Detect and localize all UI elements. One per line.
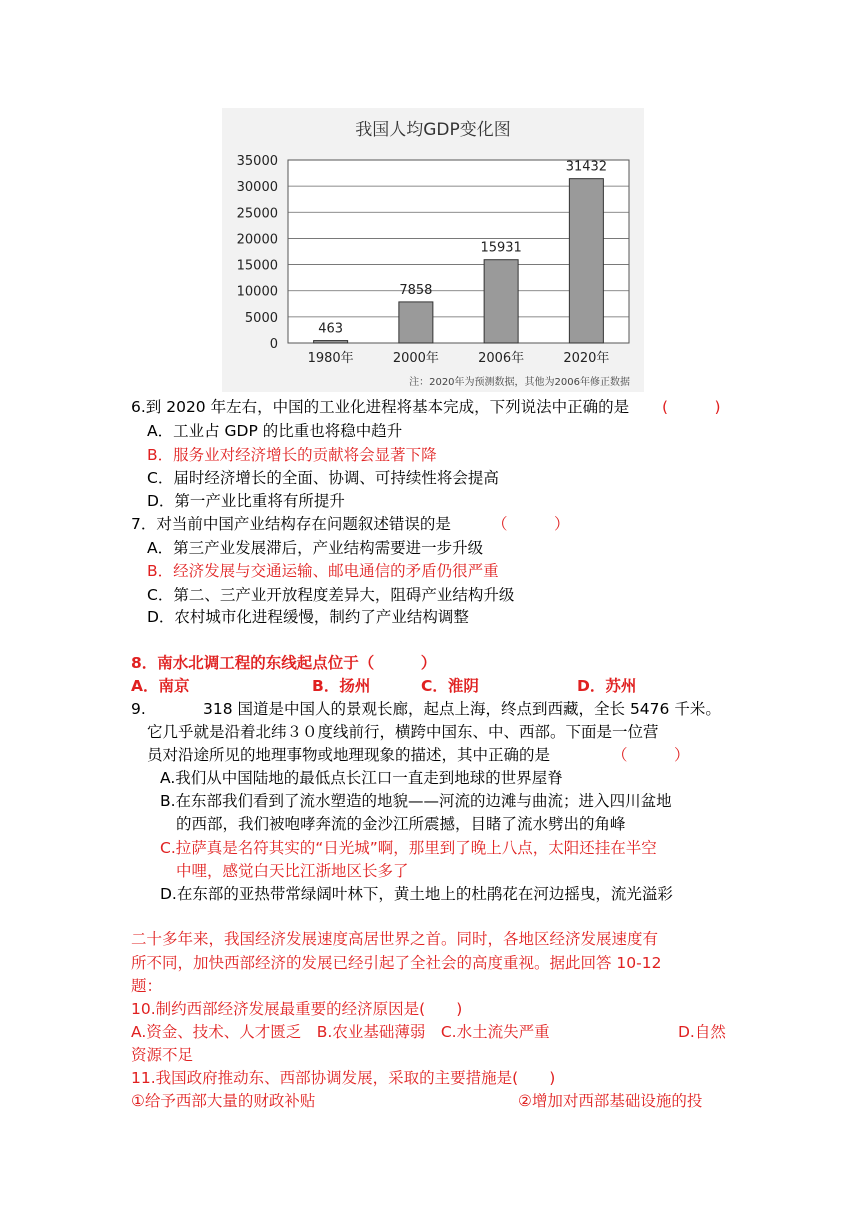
chart-title: 我国人均GDP变化图	[355, 120, 511, 140]
y-tick-label: 0	[269, 337, 278, 352]
q6-option-b-text: B．服务业对经济增长的贡献将会显著下降	[147, 446, 437, 464]
bar	[314, 341, 348, 343]
y-tick-label: 20000	[236, 232, 278, 248]
q7-option-c-text: C．第二、三产业开放程度差异大，阻碍产业结构升级	[147, 586, 515, 604]
q9-number: 9.	[131, 700, 146, 718]
q11-option-2: ②增加对西部基础设施的投	[518, 1092, 703, 1110]
data-label: 463	[318, 321, 344, 337]
q11-stem: 11.我国政府推动东、西部协调发展，采取的主要措施是( )	[131, 1069, 556, 1087]
x-tick-label: 1980年	[307, 351, 354, 366]
bar	[399, 302, 433, 343]
y-tick-label: 5000	[244, 310, 278, 326]
gdp-bar-chart-svg	[222, 108, 644, 392]
q6-option-d-text: D．第一产业比重将有所提升	[147, 492, 345, 510]
q9-option-b-text-2: 的西部，我们被咆哮奔流的金沙江所震撼，目睹了流水劈出的角峰	[176, 815, 626, 833]
q8-option-c: C．淮阴	[421, 677, 479, 695]
bar	[484, 260, 518, 343]
x-tick-label: 2006年	[478, 351, 525, 366]
q7-stem: 7．对当前中国产业结构存在问题叙述错误的是	[131, 515, 451, 533]
q6-option-a-text: A．工业占 GDP 的比重也将稳中趋升	[147, 422, 403, 440]
q11-option-1: ①给予西部大量的财政补贴	[131, 1092, 316, 1110]
x-tick-label: 2020年	[563, 351, 610, 366]
data-label: 7858	[399, 282, 433, 298]
intro-text-1: 二十多年来，我国经济发展速度高居世界之首。同时，各地区经济发展速度有	[131, 930, 659, 948]
q6-stem: 6.到 2020 年左右，中国的工业化进程将基本完成，下列说法中正确的是	[131, 398, 630, 416]
q9-answer-paren: （ ）	[612, 746, 690, 764]
y-tick-label: 10000	[236, 284, 278, 300]
q6-answer-paren: ( )	[662, 398, 721, 416]
intro-text-3: 题：	[131, 977, 163, 995]
q9-line2-text: 它几乎就是沿着北纬３０度线前行，横跨中国东、中、西部。下面是一位营	[147, 723, 659, 741]
q9-option-b-text-1: B.在东部我们看到了流水塑造的地貌——河流的边滩与曲流；进入四川盆地	[160, 792, 672, 810]
q7-answer-paren: （ ）	[492, 515, 570, 533]
y-tick-label: 35000	[236, 154, 278, 169]
q8-stem: 8．南水北调工程的东线起点位于（ ）	[131, 654, 437, 672]
q9-option-c-text-2: 中哩，感觉白天比江浙地区长多了	[176, 862, 409, 880]
data-label: 31432	[565, 159, 608, 175]
q8-option-b: B．扬州	[312, 677, 371, 695]
q9-option-d-text: D.在东部的亚热带常绿阔叶林下，黄土地上的杜鹃花在河边摇曳，流光溢彩	[160, 885, 673, 903]
q6-option-c-text: C．届时经济增长的全面、协调、可持续性将会提高	[147, 469, 499, 487]
q10-options-text: A.资金、技术、人才匮乏 B.农业基础薄弱 C.水土流失严重	[131, 1023, 550, 1041]
gdp-chart	[222, 108, 644, 392]
q8-option-a: A．南京	[131, 677, 190, 695]
x-tick-label: 2000年	[392, 351, 439, 366]
chart-x-labels	[308, 350, 610, 366]
q7-option-d-text: D．农村城市化进程缓慢，制约了产业结构调整	[147, 608, 469, 626]
chart-y-ticks	[237, 154, 278, 352]
chart-note: 注：2020年为预测数据，其他为2006年修正数据	[409, 377, 630, 388]
y-tick-label: 15000	[236, 258, 278, 274]
q9-line3-text: 员对沿途所见的地理事物或地理现象的描述，其中正确的是	[147, 746, 551, 764]
q10-stem: 10.制约西部经济发展最重要的经济原因是( )	[131, 1000, 463, 1018]
q9-option-c-text-1: C.拉萨真是名符其实的“日光城”啊，那里到了晚上八点，太阳还挂在半空	[160, 839, 657, 857]
q10-option-d-part1: D.自然	[678, 1023, 726, 1041]
y-tick-label: 25000	[236, 206, 278, 222]
q7-option-a-text: A．第三产业发展滞后，产业结构需要进一步升级	[147, 539, 484, 557]
bar	[569, 179, 603, 343]
q7-option-b-text: B．经济发展与交通运输、邮电通信的矛盾仍很严重	[147, 562, 499, 580]
q9-option-a-text: A.我们从中国陆地的最低点长江口一直走到地球的世界屋脊	[160, 769, 563, 787]
data-label: 15931	[480, 240, 522, 256]
y-tick-label: 30000	[236, 180, 278, 196]
q10-option-d-part2: 资源不足	[131, 1046, 194, 1064]
intro-text-2: 所不同，加快西部经济的发展已经引起了全社会的高度重视。据此回答 10-12	[131, 954, 662, 972]
q8-option-d: D．苏州	[577, 677, 637, 695]
q9-line1-text: 318 国道是中国人的景观长廊，起点上海，终点到西藏，全长 5476 千米。	[203, 700, 721, 718]
